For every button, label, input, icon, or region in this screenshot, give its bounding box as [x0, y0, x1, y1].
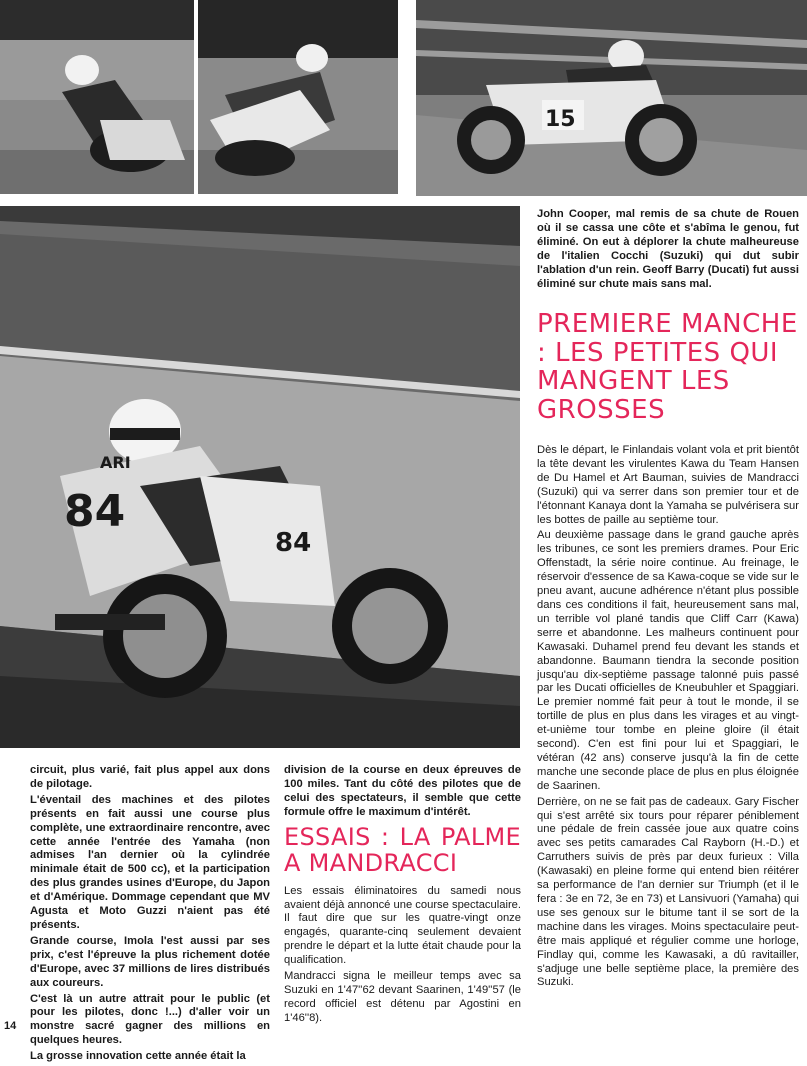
paragraph: Mandracci signa le meilleur temps avec sa Suzuki en 1'47''62 devant Saarinen, 1'49''57 (le record officiel est détenu par Agostini en 1'46''8). — [284, 970, 521, 1024]
headline-essais: ESSAIS : LA PALME A MANDRACCI — [284, 822, 521, 878]
col-left — [30, 764, 270, 1066]
col-middle-intro — [284, 764, 521, 820]
paragraph: Dès le départ, le Finlandais volant vola et prit bientôt la tête devant les virulentes Kawa du Team Hansen de Du Hamel et Art Bauman, suivies de Mandracci (Suzuki) qui va serrer dans son premier tour et de l'étonnant Kanaya dont la Yamaha se pulvérisera sur les bottes de paille au septième tour. — [537, 444, 799, 526]
paragraph: C'est là un autre attrait pour le public (et pour les pilotes, donc !...) d'aller voir un monstre sacré gagner des millions en quelques heures. — [30, 992, 270, 1047]
headline-premiere-manche: PREMIERE MANCHE : LES PETITES QUI MANGENT LES GROSSES — [537, 309, 798, 425]
photo-main — [0, 206, 520, 748]
photo-top-right-number: 15 — [545, 107, 576, 132]
photo-main-image — [0, 206, 520, 748]
photo-main-number: 84 — [64, 486, 126, 537]
paragraph: John Cooper, mal remis de sa chute de Rouen où il se cassa une côte et s'abîma le genou, fut éliminé. On eut à déplorer la chute malheureuse de l'italien Cocchi (Suzuki) qui dut subir l'ablation d'un rein. Geoff Barry (Ducati) fut aussi éliminé sur chute mais sans mal. — [537, 208, 799, 290]
col-right-top — [537, 208, 799, 293]
photo-top-left — [0, 0, 398, 194]
paragraph: Grande course, Imola l'est aussi par ses prix, c'est l'épreuve la plus richement dotée d'Europe, avec 37 millions de lires distribués aux coureurs. — [30, 934, 270, 989]
paragraph: La grosse innovation cette année était la — [30, 1050, 246, 1063]
photo-top-right — [416, 0, 807, 196]
col-right-bottom — [537, 444, 799, 992]
paragraph: Derrière, on ne se fait pas de cadeaux. Gary Fischer qui s'est arrêté six tours pour réparer péniblement une pédale de frein cassée joue aux quatre coins avec ses petits camarades Cal Rayborn (H.-D.) et Carruthers suivis de près par deux furieux : Villa (Kawasaki) en pleine forme qui entend bien réitérer sa performance de l'an dernier sur Triumph (et il le fera : 3e en 72, 3e en 73) et Lansivuori (Yamaha) qui use ses genoux sur le bitume tant il se sort de la machine dans les virages. Moins spectaculaire peut-être mais appliqué et régulier comme une horloge, Findlay qui, comme les Kawasaki, a dû ravitailler, s'adjuge une belle septième place, la première des Suzuki. — [537, 795, 799, 989]
photo-top-right-image — [416, 0, 807, 196]
paragraph: circuit, plus varié, fait plus appel aux dons de pilotage. — [30, 764, 270, 790]
col-middle — [284, 764, 521, 1028]
paragraph: Les essais éliminatoires du samedi nous avaient déjà annoncé une course spectaculaire. Il faut dire que sur les quatre-vingt onze engagés, quarante-cinq seulement devaient prendre le départ et la lutte était chaude pour la qualification. — [284, 884, 521, 967]
paragraph: Au deuxième passage dans le grand gauche après les tribunes, ce sont les premiers drames. Pour Eric Offenstadt, la série noire continue. Au freinage, le réservoir d'essence de sa Kawa-coque se vide sur le pneu avant, aucune adhérence n'étant plus possible dans ces conditions il fait, heureusement sans mal, un terrible vol plané tandis que Cliff Carr (Kawa) serre et abandonne. Les malheurs continuent pour Kawasaki. Duhamel prend feu devant les stands et abandonne. Baumann tiendra la seconde position jusqu'au dix-septième passage talonné puis passé par les Ducati officielles de Kneubuhler et Spaggiari. Le premier nommé fait peur à tout le monde, il se tortille de plus en plus dans les virages et au vingt-et-unième tour tombe en pleine gloire (il était second). C'en est fini pour lui et Spaggiari, le vétéran (42 ans) conserve jusqu'à la fin de cette manche une seconde place de plus en plus éloignée de Saarinen. — [537, 529, 799, 792]
photo-main-helmet-text: ARI — [100, 453, 131, 472]
paragraph: division de la course en deux épreuves de 100 miles. Tant du côté des pilotes que de celui des spectateurs, il semble que cette formule offre le maximum d'intérêt. — [284, 764, 521, 818]
paragraph: L'éventail des machines et des pilotes présents en fait aussi une course plus complète, une extraordinaire rencontre, avec cette année l'entrée des Yamaha (non admises l'an dernier où la cylindrée minimale était de 500 cc), et la participation des plus grandes usines d'Europe, du Japon et d'Amérique. Dommage cependant que MV Agusta et Moto Guzzi n'aient pas été présents. — [30, 793, 270, 931]
photo-main-fairing-number: 84 — [275, 528, 312, 558]
page-number: 14 — [4, 1020, 17, 1032]
photo-top-left-image — [0, 0, 398, 194]
